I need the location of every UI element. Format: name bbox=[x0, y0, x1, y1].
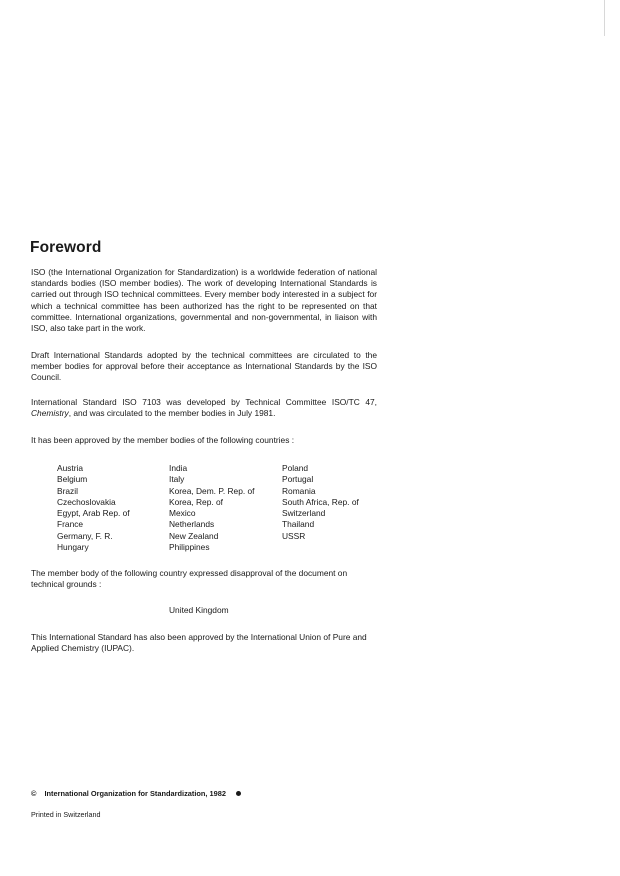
country-item: Czechoslovakia bbox=[57, 496, 116, 507]
country-item: Mexico bbox=[169, 508, 196, 519]
bullet-dot-icon bbox=[236, 791, 241, 796]
country-item: Egypt, Arab Rep. of bbox=[57, 508, 130, 519]
country-item: Switzerland bbox=[282, 508, 326, 519]
country-item: France bbox=[57, 519, 84, 530]
paragraph-iupac-approval: This International Standard has also been approved by the International Union of Pure and Applied Chemistry (IUPAC). bbox=[31, 632, 367, 654]
country-item: New Zealand bbox=[169, 530, 219, 541]
country-item: South Africa, Rep. of bbox=[282, 496, 359, 507]
copyright-footer bbox=[31, 789, 241, 798]
committee-name-italic: Chemistry bbox=[31, 408, 69, 419]
countries-column-3 bbox=[282, 463, 359, 542]
origin-text-start: International Standard ISO 7103 was developed by Technical Committee ISO/TC 47, bbox=[31, 397, 377, 407]
paragraph-draft-standards: Draft International Standards adopted by the technical committees are circulated to the member bodies for approval before their acceptance as International Standards by the ISO Council. bbox=[31, 350, 377, 383]
copyright-icon: © bbox=[31, 789, 37, 798]
country-item: Korea, Rep. of bbox=[169, 496, 224, 507]
country-item: Austria bbox=[57, 463, 84, 473]
country-item: Netherlands bbox=[169, 519, 215, 530]
country-item: India bbox=[169, 463, 188, 473]
paragraph-approval-intro: It has been approved by the member bodies of the following countries : bbox=[31, 435, 295, 445]
origin-text-end: , and was circulated to the member bodies in July 1981. bbox=[68, 408, 276, 419]
country-item: Germany, F. R. bbox=[57, 530, 113, 541]
country-item: Hungary bbox=[57, 542, 89, 553]
country-item: Belgium bbox=[57, 474, 88, 485]
country-item: Philippines bbox=[169, 542, 210, 553]
paragraph-iso-intro: ISO (the International Organization for Standardization) is a worldwide federation of national standards bodies (ISO member bodies). The work of developing International Standards is carried out through ISO technical committees. Every member body interested in a subject for which a technical committee has been authorized has the right to be represented on that committee. International organizations, governmental and non-governmental, in liaison with ISO, also take part in the work. bbox=[31, 267, 377, 334]
copyright-text: International Organization for Standardization, 1982 bbox=[44, 789, 226, 798]
country-item: Portugal bbox=[282, 474, 314, 485]
country-item: Italy bbox=[169, 474, 185, 485]
country-item: USSR bbox=[282, 530, 306, 541]
page-title: Foreword bbox=[30, 239, 102, 256]
printed-location: Printed in Switzerland bbox=[31, 810, 101, 819]
country-item: Thailand bbox=[282, 519, 315, 530]
disapproving-country: United Kingdom bbox=[169, 605, 229, 615]
countries-column-2 bbox=[169, 463, 255, 553]
countries-column-1 bbox=[57, 463, 130, 553]
country-item: Korea, Dem. P. Rep. of bbox=[169, 485, 255, 496]
page-edge-line bbox=[604, 0, 605, 36]
paragraph-disapproval-intro: The member body of the following country expressed disapproval of the document on technical grounds : bbox=[31, 568, 348, 590]
paragraph-standard-origin bbox=[31, 397, 377, 419]
country-item: Poland bbox=[282, 463, 309, 473]
country-item: Romania bbox=[282, 485, 316, 496]
country-item: Brazil bbox=[57, 485, 78, 496]
